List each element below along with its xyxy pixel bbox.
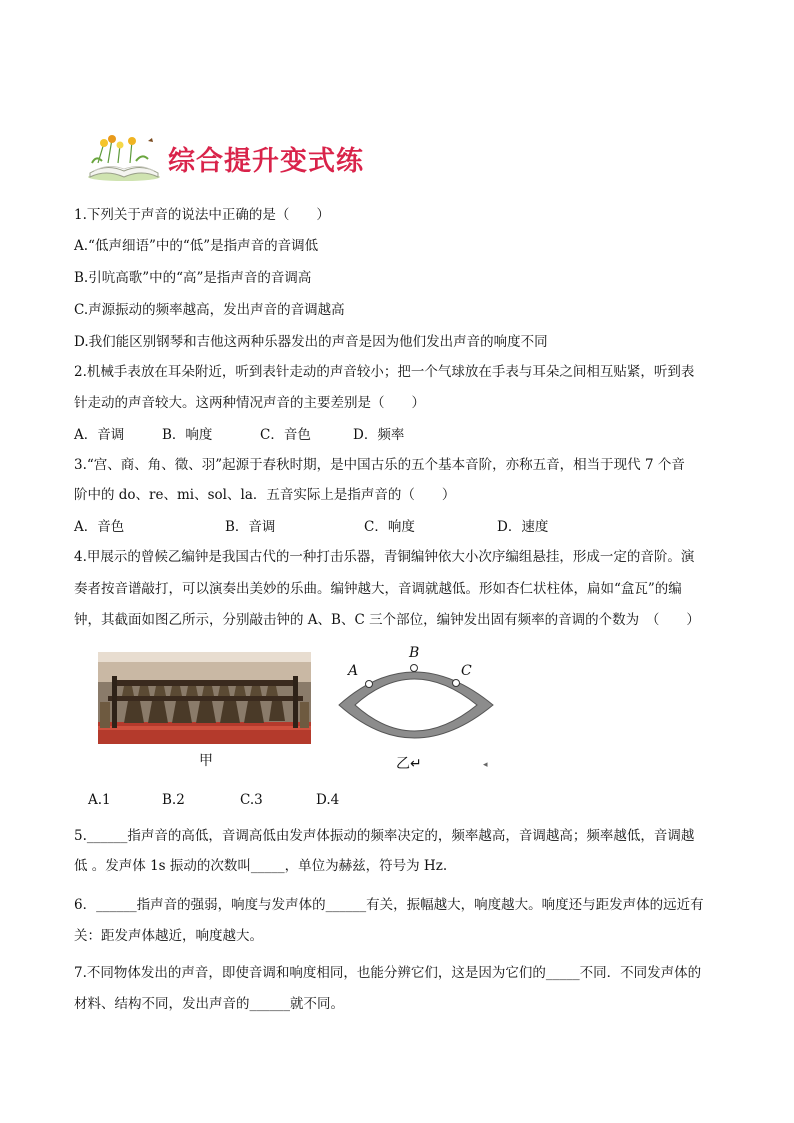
q1-stem: 1.下列关于声音的说法中正确的是（ ） xyxy=(74,207,330,223)
q2-option-b: B．响度 xyxy=(162,427,213,443)
q6-line2: 关：距发声体越近，响度越大。 xyxy=(74,928,263,944)
heading-title: 综合提升变式练 xyxy=(168,145,364,177)
q1-option-d: D.我们能区别钢琴和吉他这两种乐器发出的声音是因为他们发出声音的响度不同 xyxy=(74,334,548,350)
q4-option-c: C.3 xyxy=(240,792,263,808)
q1-option-a: A.“低声细语”中的“低”是指声音的音调低 xyxy=(74,238,319,254)
q2-option-a: A．音调 xyxy=(74,427,125,443)
q7-line1: 7.不同物体发出的声音，即使音调和响度相同，也能分辨它们，这是因为它们的_____不同．不同发声体的 xyxy=(74,965,702,981)
q7-line2: 材料、结构不同，发出声音的______就不同。 xyxy=(74,996,344,1012)
section-heading xyxy=(84,133,364,183)
q4-stem-line3: 钟，其截面如图乙所示，分别敲击钟的 A、B、C 三个部位，编钟发出固有频率的音调的个数为 （ ） xyxy=(74,612,700,628)
bianzhong-photo xyxy=(98,652,311,744)
q3-option-a: A．音色 xyxy=(74,519,125,535)
q6-line1: 6．______指声音的强弱，响度与发声体的______有关，振幅越大，响度越大。响度还与距发声体的远近有 xyxy=(74,897,704,913)
q3-stem-line2: 阶中的 do、re、mi、sol、la．五音实际上是指声音的（ ） xyxy=(74,487,456,503)
q3-option-d: D．速度 xyxy=(497,519,549,535)
label-c: C xyxy=(461,663,472,679)
q3-option-b: B．音调 xyxy=(225,519,276,535)
q4-stem-line1: 4.甲展示的曾候乙编钟是我国古代的一种打击乐器，青铜编钟依大小次序编组悬挂，形成一定的音阶。演 xyxy=(74,549,695,565)
bianzhong-photo-graphic xyxy=(98,652,311,744)
q5-line1: 5.______指声音的高低，音调高低由发声体振动的频率决定的，频率越高，音调越高；频率越低，音调越 xyxy=(74,828,695,844)
q4-option-a: A.1 xyxy=(88,792,111,808)
q2-option-d: D．频率 xyxy=(353,427,405,443)
label-b: B xyxy=(409,645,420,661)
caption-jia: 甲 xyxy=(199,753,213,769)
open-book-flower-icon xyxy=(84,133,164,183)
q3-stem-line1: 3.“宫、商、角、徵、羽”起源于春秋时期，是中国古乐的五个基本音阶，亦称五音，相当于现代 7 个音 xyxy=(74,457,685,473)
q3-option-c: C．响度 xyxy=(364,519,415,535)
q2-stem-line2: 针走动的声音较大。这两种情况声音的主要差别是（ ） xyxy=(74,395,425,411)
q2-option-c: C．音色 xyxy=(260,427,311,443)
q4-option-d: D.4 xyxy=(316,792,340,808)
q4-stem-line2: 奏者按音谱敲打，可以演奏出美妙的乐曲。编钟越大，音调就越低。形如杏仁状柱体，扁如“盒瓦”的编 xyxy=(74,581,682,597)
label-a: A xyxy=(348,663,359,679)
caption-yi: 乙↵ xyxy=(396,756,422,772)
q2-stem-line1: 2.机械手表放在耳朵附近，听到表针走动的声音较小；把一个气球放在手表与耳朵之间相互贴紧，听到表 xyxy=(74,364,695,380)
q4-option-b: B.2 xyxy=(162,792,185,808)
stray-mark: ◂ xyxy=(483,760,488,770)
q1-option-b: B.引吭高歌”中的“高”是指声音的音调高 xyxy=(74,270,312,286)
q5-line2: 低 。发声体 1s 振动的次数叫_____，单位为赫兹，符号为 Hz. xyxy=(74,858,448,874)
q1-option-c: C.声源振动的频率越高，发出声音的音调越高 xyxy=(74,302,345,318)
